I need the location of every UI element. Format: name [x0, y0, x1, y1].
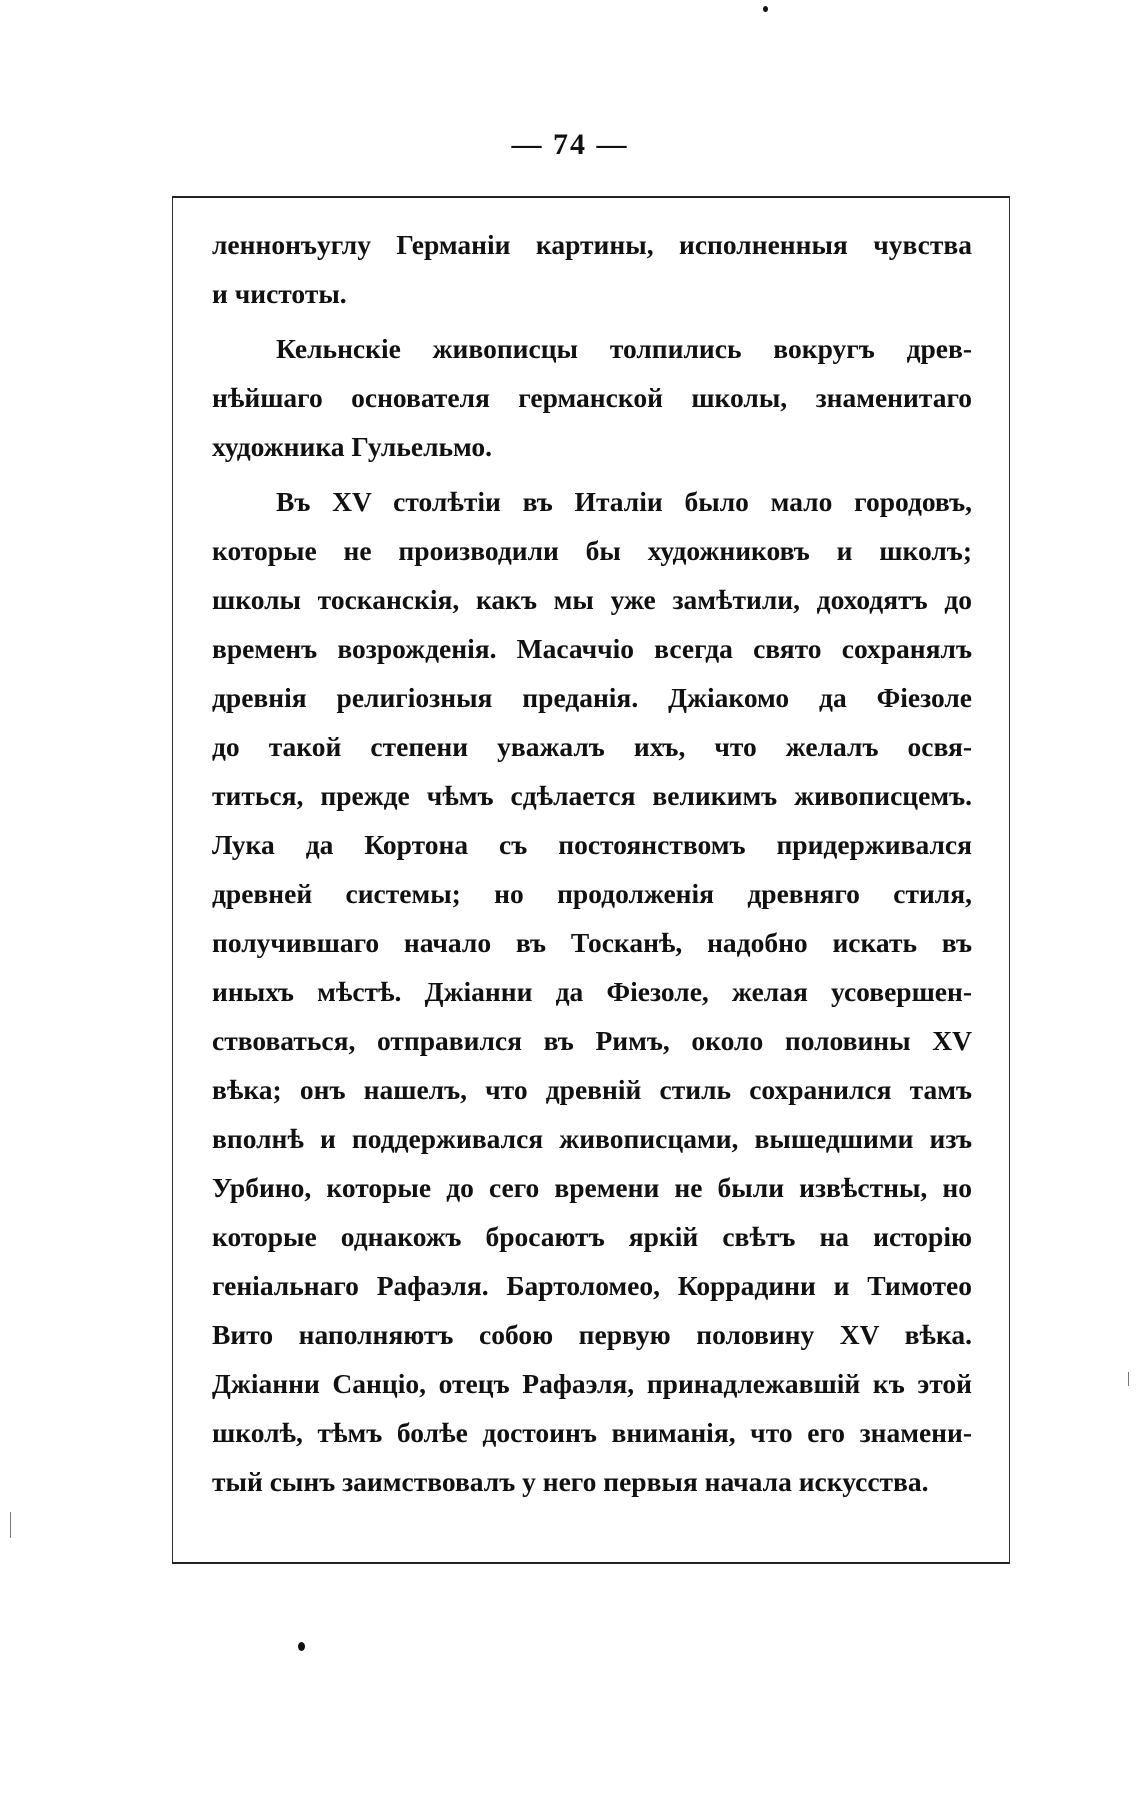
text-line: Лука да Кортона съ постоянствомъ придерживался — [212, 829, 972, 860]
text-line: древней системы; но продолженія древняго стиля, — [212, 878, 972, 909]
text-line: ствоваться, отправился въ Римъ, около половины XV — [212, 1025, 972, 1056]
text-line: временъ возрожденія. Масаччіо всегда свято сохранялъ — [212, 633, 972, 664]
text-line: вѣка; онъ нашелъ, что древній стиль сохранился тамъ — [212, 1074, 972, 1105]
text-line: леннонъуглу Германіи картины, исполненныя чувства — [212, 229, 972, 260]
scan-edge-mark — [1128, 1372, 1129, 1386]
scan-speck — [763, 6, 768, 12]
text-line: получившаго начало въ Тосканѣ, надобно искать въ — [212, 927, 972, 958]
text-line: нѣйшаго основателя германской школы, знаменитаго — [212, 382, 972, 413]
text-line: тый сынъ заимствовалъ у него первыя начала искусства. — [212, 1466, 929, 1497]
scan-edge-mark — [10, 1512, 11, 1538]
text-line: и чистоты. — [212, 278, 347, 309]
text-line: которые однакожъ бросаютъ яркій свѣтъ на исторію — [212, 1221, 972, 1252]
text-line: вполнѣ и поддерживался живописцами, вышедшими изъ — [212, 1123, 972, 1154]
text-line: геніальнаго Рафаэля. Бартоломео, Коррадини и Тимотео — [212, 1270, 972, 1301]
page-number: — 74 — — [511, 128, 629, 161]
text-line: древнія религіозныя преданія. Джіакомо да Фіезоле — [212, 682, 972, 713]
text-line: Урбино, которые до сего времени не были извѣстны, но — [212, 1172, 972, 1203]
text-line: Въ XV столѣтіи въ Италіи было мало городовъ, — [276, 486, 972, 517]
text-line: Кельнскіе живописцы толпились вокругъ древ- — [276, 333, 972, 364]
text-line: которые не производили бы художниковъ и школъ; — [212, 535, 972, 566]
text-line: школѣ, тѣмъ болѣе достоинъ вниманія, что его знамени- — [212, 1417, 972, 1448]
text-line: иныхъ мѣстѣ. Джіанни да Фіезоле, желая усовершен- — [212, 976, 972, 1007]
text-line: до такой степени уважалъ ихъ, что желалъ освя- — [212, 731, 972, 762]
body-text — [212, 220, 972, 1506]
text-line: Джіанни Санціо, отецъ Рафаэля, принадлежавшій къ этой — [212, 1368, 972, 1399]
text-line: титься, прежде чѣмъ сдѣлается великимъ живописцемъ. — [212, 780, 972, 811]
text-line: школы тосканскія, какъ мы уже замѣтили, доходятъ до — [212, 584, 972, 615]
text-line: художника Гульельмо. — [212, 431, 493, 462]
text-line: Вито наполняютъ собою первую половину XV вѣка. — [212, 1319, 972, 1350]
scan-speck — [298, 1642, 305, 1651]
